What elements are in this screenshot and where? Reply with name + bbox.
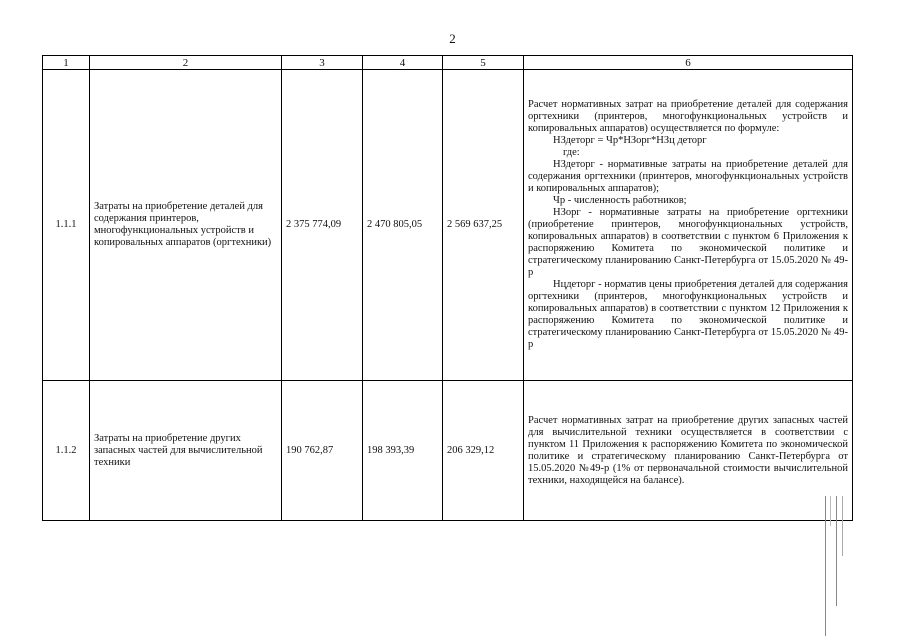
amount-col5: 206 329,12 — [443, 381, 524, 521]
desc-paragraph: Расчет нормативных затрат на приобретение деталей для содержания оргтехники (принтеров, многофункциональных устройств и копировальных аппаратов) осуществляется по формуле: — [528, 99, 848, 134]
scan-artifact — [822, 496, 850, 636]
amount-col5: 2 569 637,25 — [443, 70, 524, 381]
amount-col3: 2 375 774,09 — [282, 70, 363, 381]
row-number: 1.1.1 — [43, 70, 90, 381]
row-name: Затраты на приобретение деталей для содержания принтеров, многофункциональных устройств и копировальных аппаратов (оргтехники) — [90, 70, 282, 381]
desc-paragraph: где: — [563, 147, 580, 158]
desc-paragraph: Нцдеторг - норматив цены приобретения деталей для содержания оргтехники (принтеров, многофункциональных устройств и копировальных аппаратов) в соответствии с пунктом 12 Приложения к распоряжению Комитета по экономической политике и стратегическому планированию Санкт-Петербурга от 15.05.2020 № 49-р — [528, 279, 848, 350]
page-number: 2 — [449, 31, 456, 46]
row-description — [524, 381, 853, 521]
amount-col4: 2 470 805,05 — [363, 70, 443, 381]
column-header: 5 — [443, 56, 524, 70]
desc-paragraph: Расчет нормативных затрат на приобретение других запасных частей для вычислительной техники осуществляется в соответствии с пунктом 11 Приложения к распоряжению Комитета по экономической политике и стратегическому планированию Санкт-Петербурга от 15.05.2020 №49-р (1% от первоначальной стоимости вычислительной техники, находящейся на балансе). — [528, 414, 848, 486]
row-number: 1.1.2 — [43, 381, 90, 521]
amount-col3: 190 762,87 — [282, 381, 363, 521]
column-header: 3 — [282, 56, 363, 70]
desc-paragraph: Чр - численность работников; — [553, 195, 687, 206]
desc-paragraph: НЗорг - нормативные затраты на приобретение оргтехники (приобретение принтеров, многофункциональных устройств, копировальных аппаратов) в соответствии с пунктом 6 Приложения к распоряжению Комитета по экономической политике и стратегическому планированию Санкт-Петербурга от 15.05.2020 № 49-р — [528, 207, 848, 278]
column-header: 4 — [363, 56, 443, 70]
column-header: 1 — [43, 56, 90, 70]
amount-col4: 198 393,39 — [363, 381, 443, 521]
row-name: Затраты на приобретение других запасных частей для вычислительной техники — [90, 381, 282, 521]
column-header: 2 — [90, 56, 282, 70]
column-header: 6 — [524, 56, 853, 70]
table-row — [43, 70, 853, 381]
header-row — [43, 56, 853, 70]
table-row — [43, 381, 853, 521]
formula: НЗдеторг = Чр*НЗорг*НЗц деторг — [553, 135, 707, 146]
cost-table — [42, 55, 853, 521]
desc-paragraph: НЗдеторг - нормативные затраты на приобретение деталей для содержания оргтехники (принтеров, многофункциональных устройств и копировальных аппаратов); — [528, 159, 848, 194]
row-description — [524, 70, 853, 381]
